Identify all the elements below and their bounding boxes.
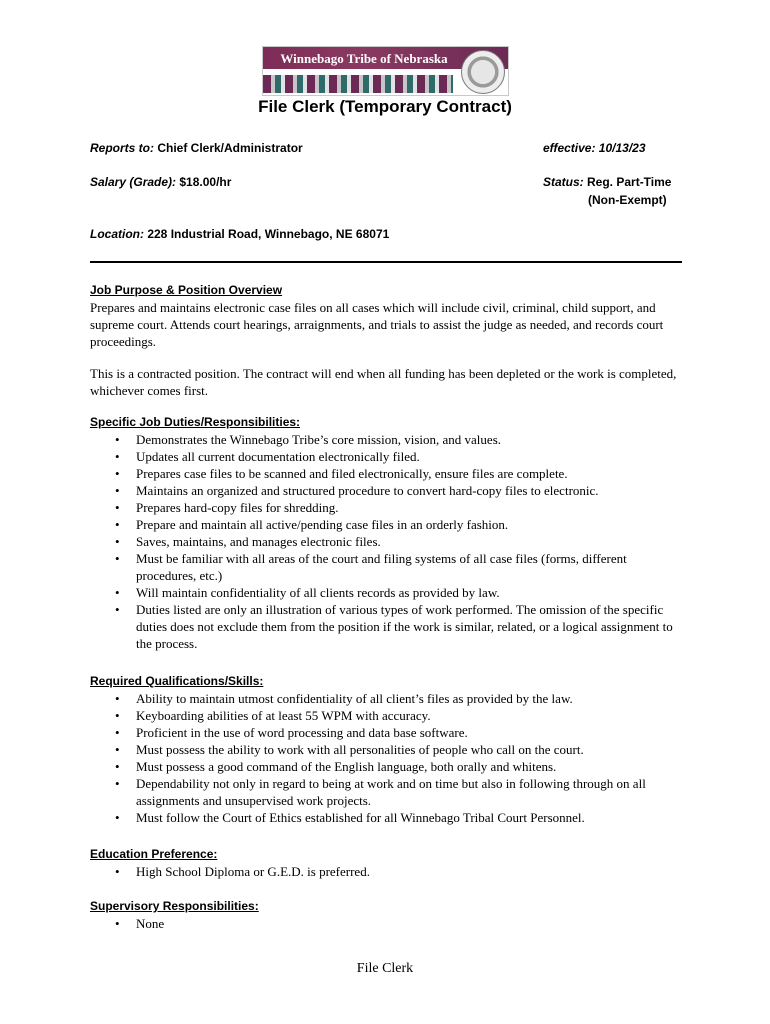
purpose-section — [90, 282, 690, 399]
duties-heading: Specific Job Duties/Responsibilities: — [90, 415, 301, 429]
purpose-heading: Job Purpose & Position Overview — [90, 283, 283, 297]
qualifications-heading: Required Qualifications/Skills: — [90, 674, 264, 688]
reports-to-value: Chief Clerk/Administrator — [154, 141, 303, 155]
list-item: • Prepares case files to be scanned and filed electronically, ensure files are complete. — [90, 465, 690, 482]
qualifications-list — [90, 690, 690, 826]
list-item: • Duties listed are only an illustration of various types of work performed. The omission of the specific duties does not exclude them from the position if the work is similar, related, or a logical assignment to the process. — [90, 601, 690, 652]
supervisory-list — [90, 915, 690, 932]
list-item: • Must follow the Court of Ethics established for all Winnebago Tribal Court Personnel. — [90, 809, 690, 826]
location-label: Location: — [90, 227, 144, 241]
status-exempt: (Non-Exempt) — [588, 193, 667, 207]
reports-to-label: Reports to: — [90, 141, 154, 155]
education-section — [90, 846, 690, 880]
list-item: • Will maintain confidentiality of all clients records as provided by law. — [90, 584, 690, 601]
purpose-paragraph: Prepares and maintains electronic case files on all cases which will include civil, criminal, child support, and supreme court. Attends court hearings, arraignments, and trials to assist the judge as needed, and records court proceedings. — [90, 300, 664, 349]
list-item: • Demonstrates the Winnebago Tribe’s core mission, vision, and values. — [90, 431, 690, 448]
logo-text: Winnebago Tribe of Nebraska — [280, 51, 448, 66]
list-item: • Updates all current documentation electronically filed. — [90, 448, 690, 465]
salary-label: Salary (Grade): — [90, 175, 177, 189]
list-item: • High School Diploma or G.E.D. is preferred. — [90, 863, 690, 880]
education-heading: Education Preference: — [90, 847, 218, 861]
status-line — [543, 175, 671, 189]
list-item: • Dependability not only in regard to being at work and on time but also in following through on all assignments and unsupervised work projects. — [90, 775, 690, 809]
divider — [90, 261, 682, 263]
location-line — [90, 227, 389, 241]
list-item: • Prepare and maintain all active/pending case files in an orderly fashion. — [90, 516, 690, 533]
education-list — [90, 863, 690, 880]
status-label: Status: — [543, 175, 584, 189]
location-value: 228 Industrial Road, Winnebago, NE 68071 — [144, 227, 390, 241]
list-item: • Proficient in the use of word processing and data base software. — [90, 724, 690, 741]
document-title: File Clerk (Temporary Contract) — [258, 97, 512, 116]
list-item: • None — [90, 915, 690, 932]
duties-list — [90, 431, 690, 652]
supervisory-section — [90, 898, 690, 932]
tribe-logo — [262, 46, 509, 96]
status-value: Reg. Part-Time — [583, 175, 672, 189]
list-item: • Keyboarding abilities of at least 55 WPM with accuracy. — [90, 707, 690, 724]
duties-section — [90, 414, 690, 652]
tribal-seal-icon — [461, 50, 505, 94]
list-item: • Prepares hard-copy files for shredding. — [90, 499, 690, 516]
list-item: • Saves, maintains, and manages electronic files. — [90, 533, 690, 550]
page-footer: File Clerk — [356, 961, 414, 976]
list-item: • Must be familiar with all areas of the court and filing systems of all case files (forms, different procedures, etc.) — [90, 550, 690, 584]
list-item: • Must possess a good command of the English language, both orally and whitens. — [90, 758, 690, 775]
effective-label: effective: 10/13/23 — [543, 141, 646, 155]
logo-pattern-band — [263, 75, 453, 93]
salary-value: $18.00/hr — [176, 175, 232, 189]
list-item: • Maintains an organized and structured procedure to convert hard-copy files to electronic. — [90, 482, 690, 499]
list-item: • Must possess the ability to work with all personalities of people who call on the court. — [90, 741, 690, 758]
qualifications-section — [90, 673, 690, 826]
reports-to-line — [90, 141, 303, 155]
supervisory-heading: Supervisory Responsibilities: — [90, 899, 259, 913]
salary-line — [90, 175, 231, 189]
effective-date — [543, 141, 646, 155]
contract-paragraph: This is a contracted position. The contract will end when all funding has been depleted or the work is completed, whichever comes first. — [90, 366, 677, 398]
list-item: • Ability to maintain utmost confidentiality of all client’s files as provided by the law. — [90, 690, 690, 707]
